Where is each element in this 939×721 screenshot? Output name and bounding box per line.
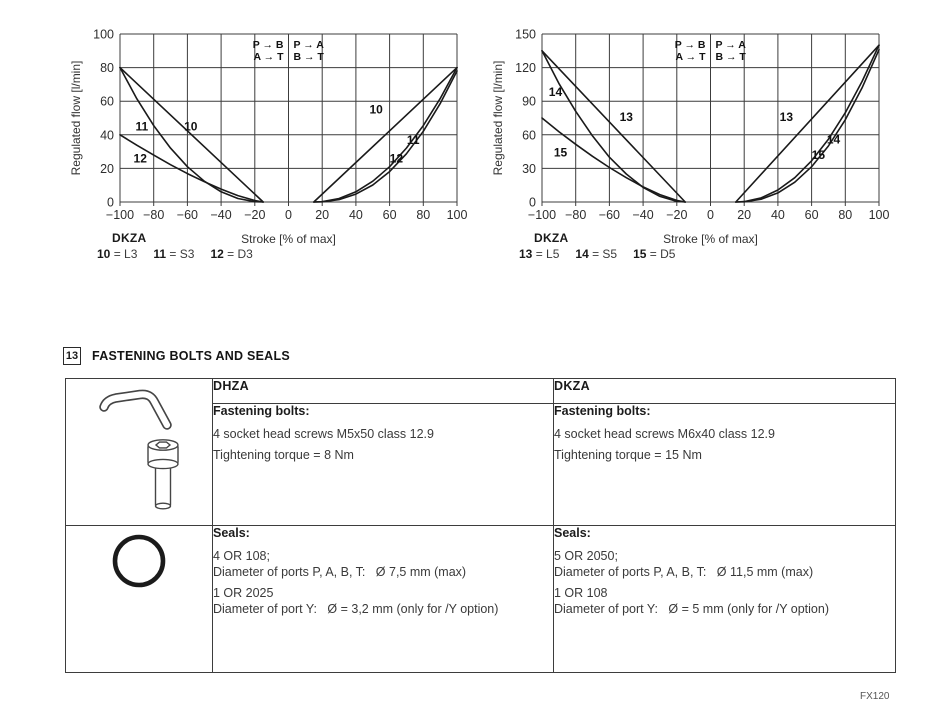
- dkza-5-caption: [519, 231, 691, 261]
- seal-line: Diameter of ports P, A, B, T: Ø 7,5 mm (max): [213, 564, 467, 579]
- x-tick-label: 20: [737, 208, 752, 222]
- x-tick-label: 100: [446, 208, 468, 222]
- bolts-spec-line: 4 socket head screws M6x40 class 12.9: [554, 427, 775, 441]
- curve-label-11: 11: [135, 119, 149, 134]
- x-tick-label: 60: [382, 208, 397, 222]
- o-ring-icon: [104, 526, 174, 596]
- x-tick-label: 40: [770, 208, 785, 222]
- x-tick-label: 40: [348, 208, 363, 222]
- curve-label-15: 15: [811, 147, 826, 162]
- section-number-badge: 13: [63, 347, 81, 365]
- y-tick-label: 90: [522, 94, 536, 109]
- y-axis-title: Regulated flow [l/min]: [491, 60, 505, 176]
- curve-label-13: 13: [779, 109, 794, 124]
- seal-line: Diameter of port Y: Ø = 5 mm (only for /Y option): [554, 601, 829, 616]
- curve-label-14: 14: [826, 132, 841, 147]
- seal-line: 5 OR 2050;: [554, 549, 618, 563]
- y-axis-title: Regulated flow [l/min]: [69, 60, 83, 176]
- dhza-seals-cell: [213, 526, 554, 673]
- dkza-seals-cell: [554, 526, 896, 673]
- spool-legend-entry: 10 = L3: [97, 247, 138, 261]
- y-tick-label: 100: [93, 27, 114, 42]
- x-tick-label: 60: [804, 208, 819, 222]
- legend-left-row: P → B: [674, 39, 706, 51]
- spool-legend: [97, 247, 269, 261]
- x-tick-label: −60: [598, 208, 621, 222]
- x-tick-label: 20: [315, 208, 330, 222]
- curve-15-left: [542, 118, 685, 202]
- x-tick-label: −100: [105, 208, 135, 222]
- column-header-dhza: DHZA: [213, 379, 554, 404]
- x-tick-label: 80: [838, 208, 853, 222]
- legend-right-row: B → T: [293, 51, 324, 63]
- section-header: [63, 347, 290, 365]
- curve-label-11: 11: [406, 132, 420, 147]
- seal-line: Diameter of port Y: Ø = 3,2 mm (only for /Y option): [213, 601, 499, 616]
- fastening-bolts-title: Fastening bolts:: [213, 404, 310, 418]
- seal-group: [554, 586, 895, 617]
- bolt-icons: [84, 379, 194, 519]
- curve-label-13: 13: [619, 109, 633, 124]
- curve-label-10: 10: [369, 102, 383, 117]
- seal-line: 1 OR 108: [554, 586, 608, 600]
- y-tick-label: 0: [107, 195, 114, 210]
- page-code: FX120: [860, 691, 890, 702]
- dkza-5-flow-chart: [480, 22, 900, 250]
- y-tick-label: 0: [529, 195, 536, 210]
- section-title: FASTENING BOLTS AND SEALS: [92, 349, 290, 363]
- socket-screw-icon: [148, 440, 178, 509]
- bolts-torque-line: Tightening torque = 15 Nm: [554, 448, 702, 462]
- spool-legend-entry: 14 = S5: [575, 247, 618, 261]
- seal-group: [213, 549, 553, 580]
- seal-icon-cell: [66, 526, 213, 673]
- seal-line: Diameter of ports P, A, B, T: Ø 11,5 mm (max): [554, 564, 814, 579]
- chart-model-label: DKZA: [112, 231, 147, 245]
- chart-model-label: DKZA: [534, 231, 569, 245]
- dkza-fastening-bolts-cell: [554, 404, 896, 526]
- x-tick-label: −80: [565, 208, 587, 222]
- x-tick-label: −60: [176, 208, 199, 222]
- y-tick-label: 40: [100, 128, 114, 143]
- spool-legend-entry: 11 = S3: [153, 247, 195, 261]
- x-tick-label: −80: [143, 208, 165, 222]
- seal-group: [554, 549, 895, 580]
- spool-legend-entry: 15 = D5: [633, 247, 676, 261]
- x-tick-label: 100: [868, 208, 890, 222]
- seal-line: 1 OR 2025: [213, 586, 274, 600]
- fastening-bolts-and-seals-table: [65, 378, 896, 673]
- x-tick-label: 0: [285, 208, 292, 222]
- seal-line: 4 OR 108;: [213, 549, 270, 563]
- legend-left-row: A → T: [675, 51, 706, 63]
- dkza-3-caption: [97, 231, 269, 261]
- curve-label-12: 12: [389, 151, 404, 166]
- curve-label-12: 12: [133, 151, 147, 166]
- x-tick-label: −40: [210, 208, 232, 222]
- y-tick-label: 150: [515, 27, 536, 42]
- curve-label-15: 15: [553, 145, 568, 160]
- y-tick-label: 20: [100, 161, 114, 176]
- curve-13-right: [736, 45, 879, 202]
- x-tick-label: 0: [707, 208, 714, 222]
- hex-key-icon: [104, 394, 167, 425]
- bolt-icon-cell: [66, 379, 213, 526]
- legend-right-row: P → A: [293, 39, 324, 51]
- x-tick-label: −20: [666, 208, 688, 222]
- y-tick-label: 30: [522, 161, 536, 176]
- curve-label-10: 10: [184, 119, 198, 134]
- legend-left-row: P → B: [252, 39, 284, 51]
- curve-13-left: [542, 51, 685, 202]
- x-tick-label: −40: [632, 208, 654, 222]
- x-axis-title: Stroke [% of max]: [241, 232, 336, 246]
- spool-legend-entry: 13 = L5: [519, 247, 560, 261]
- legend-right-row: P → A: [715, 39, 746, 51]
- x-tick-label: −100: [527, 208, 557, 222]
- fastening-bolts-title: Fastening bolts:: [554, 404, 651, 418]
- legend-right-row: B → T: [715, 51, 746, 63]
- x-tick-label: 80: [416, 208, 431, 222]
- seals-title: Seals:: [213, 526, 250, 540]
- dhza-fastening-bolts-cell: [213, 404, 554, 526]
- spool-legend-entry: 12 = D3: [210, 247, 253, 261]
- y-tick-label: 80: [100, 61, 114, 76]
- x-axis-title: Stroke [% of max]: [663, 232, 758, 246]
- x-tick-label: −20: [244, 208, 266, 222]
- spool-legend: [519, 247, 691, 261]
- y-tick-label: 60: [100, 94, 114, 109]
- seal-group: [213, 586, 553, 617]
- seals-title: Seals:: [554, 526, 591, 540]
- column-header-dkza: DKZA: [554, 379, 896, 404]
- curve-label-14: 14: [548, 85, 563, 100]
- bolts-torque-line: Tightening torque = 8 Nm: [213, 448, 354, 462]
- bolts-spec-line: 4 socket head screws M5x50 class 12.9: [213, 427, 434, 441]
- dkza-3-flow-chart: [58, 22, 478, 250]
- y-tick-label: 120: [515, 61, 536, 76]
- y-tick-label: 60: [522, 128, 536, 143]
- legend-left-row: A → T: [253, 51, 284, 63]
